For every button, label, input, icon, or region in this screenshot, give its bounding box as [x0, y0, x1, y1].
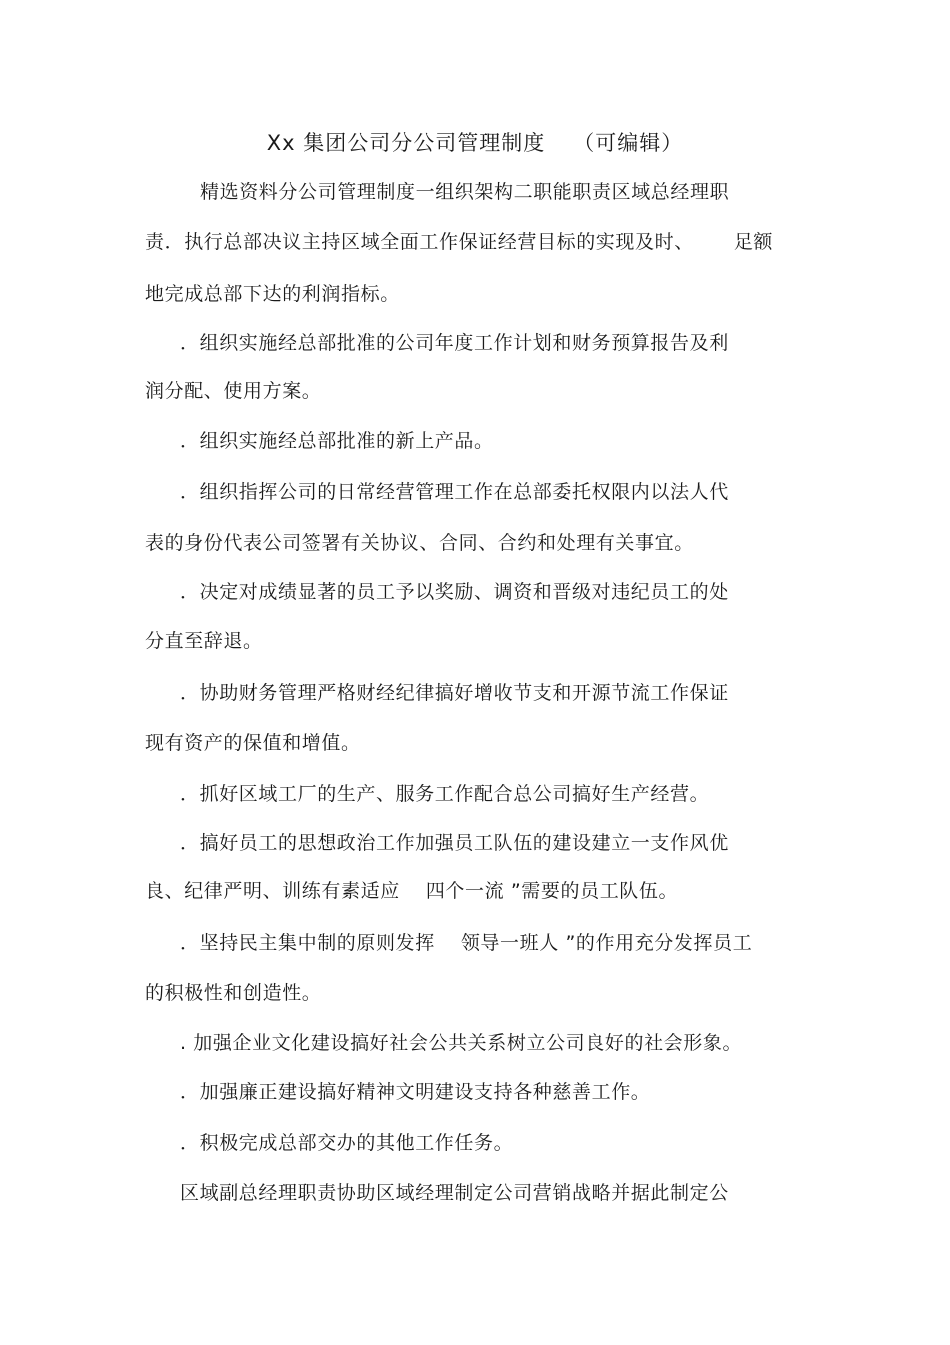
paragraph-line: 区域副总经理职责协助区域经理制定公司营销战略并据此制定公	[180, 1182, 729, 1204]
document-title	[0, 127, 950, 157]
paragraph-line: 责．执行总部决议主持区域全面工作保证经营目标的实现及时、 足额	[145, 231, 774, 253]
list-item-line: ．抓好区域工厂的生产、服务工作配合总公司搞好生产经营。	[180, 783, 710, 805]
list-item-line: ．搞好员工的思想政治工作加强员工队伍的建设建立一支作风优	[180, 832, 729, 854]
list-item-line: ．协助财务管理严格财经纪律搞好增收节支和开源节流工作保证	[180, 682, 729, 704]
list-item-line: ．决定对成绩显著的员工予以奖励、调资和晋级对违纪员工的处	[180, 581, 729, 603]
list-item-line: 分直至辞退。	[145, 630, 263, 652]
list-item-line: ．组织实施经总部批准的公司年度工作计划和财务预算报告及利	[180, 332, 729, 354]
title-main: Xx 集团公司分公司管理制度	[266, 131, 546, 155]
title-suffix: （可编辑）	[573, 131, 684, 155]
paragraph-line: 地完成总部下达的利润指标。	[145, 283, 400, 305]
list-item-line: 良、纪律严明、训练有素适应 四个一流 ”需要的员工队伍。	[145, 880, 679, 902]
list-item-line: ．坚持民主集中制的原则发挥 领导一班人 ”的作用充分发挥员工	[180, 932, 753, 954]
list-item-line: ．组织实施经总部批准的新上产品。	[180, 430, 494, 452]
list-item-line: 润分配、使用方案。	[145, 380, 322, 402]
list-item-line: . 加强企业文化建设搞好社会公共关系树立公司良好的社会形象。	[180, 1032, 743, 1054]
list-item-line: 现有资产的保值和增值。	[145, 732, 361, 754]
paragraph-line: 精选资料分公司管理制度一组织架构二职能职责区域总经理职	[200, 181, 730, 203]
list-item-line: 的积极性和创造性。	[145, 982, 322, 1004]
list-item-line: ．组织指挥公司的日常经营管理工作在总部委托权限内以法人代	[180, 481, 729, 503]
list-item-line: ．加强廉正建设搞好精神文明建设支持各种慈善工作。	[180, 1081, 651, 1103]
list-item-line: 表的身份代表公司签署有关协议、合同、合约和处理有关事宜。	[145, 532, 694, 554]
list-item-line: ．积极完成总部交办的其他工作任务。	[180, 1132, 514, 1154]
